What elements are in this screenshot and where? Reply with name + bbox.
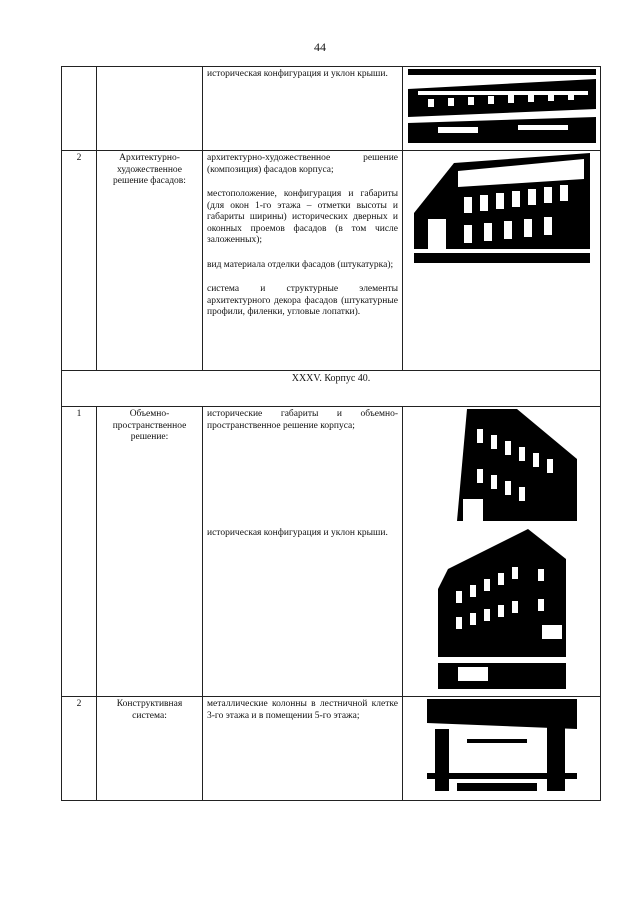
interior-columns-photo xyxy=(427,699,577,791)
element-name: Архитектурно-художественное решение фасадов: xyxy=(97,151,203,371)
description-item: местоположение, конфигурация и габариты (для окон 1-го этажа – отметки высоты и габариты ширины) исторических дверных и оконных проемов фасадов (в том числе заложенных); xyxy=(207,189,398,245)
element-description xyxy=(203,407,403,697)
row-number: 1 xyxy=(62,407,97,697)
photo-cell xyxy=(403,67,601,151)
description-item: историческая конфигурация и уклон крыши. xyxy=(207,528,388,538)
building-facade-photo xyxy=(414,153,590,263)
building-street-photo xyxy=(438,529,566,689)
description-item: система и структурные элементы архитектурного декора фасадов (штукатурные профили, филенки, угловые лопатки). xyxy=(207,284,398,317)
description-item: исторические габариты и объемно-пространственное решение корпуса; xyxy=(207,409,398,431)
element-name: Конструктивная система: xyxy=(97,697,203,801)
description-item: вид материала отделки фасадов (штукатурка); xyxy=(207,259,394,270)
element-description xyxy=(203,697,403,801)
row-number: 2 xyxy=(62,151,97,371)
description-item: архитектурно-художественное решение (композиция) фасадов корпуса; xyxy=(207,153,398,175)
page-number: 44 xyxy=(314,40,326,54)
description-item: металлические колонны в лестничной клетке 3-го этажа и в помещении 5-го этажа; xyxy=(207,699,398,721)
building-corner-photo xyxy=(427,409,577,521)
table-row xyxy=(62,151,601,371)
element-description xyxy=(203,151,403,371)
element-description xyxy=(203,67,403,151)
description-item: историческая конфигурация и уклон крыши. xyxy=(207,69,388,79)
photo-cell xyxy=(403,407,601,697)
section-header-row xyxy=(62,371,601,407)
element-name xyxy=(97,67,203,151)
row-number: 2 xyxy=(62,697,97,801)
table-row xyxy=(62,407,601,697)
table-row xyxy=(62,67,601,151)
element-name: Объемно-пространственное решение: xyxy=(97,407,203,697)
row-number xyxy=(62,67,97,151)
protected-elements-table xyxy=(61,66,601,801)
section-title: XXXV. Корпус 40. xyxy=(62,371,601,407)
photo-cell xyxy=(403,697,601,801)
building-roof-photo xyxy=(408,69,596,143)
table-row xyxy=(62,697,601,801)
photo-cell xyxy=(403,151,601,371)
